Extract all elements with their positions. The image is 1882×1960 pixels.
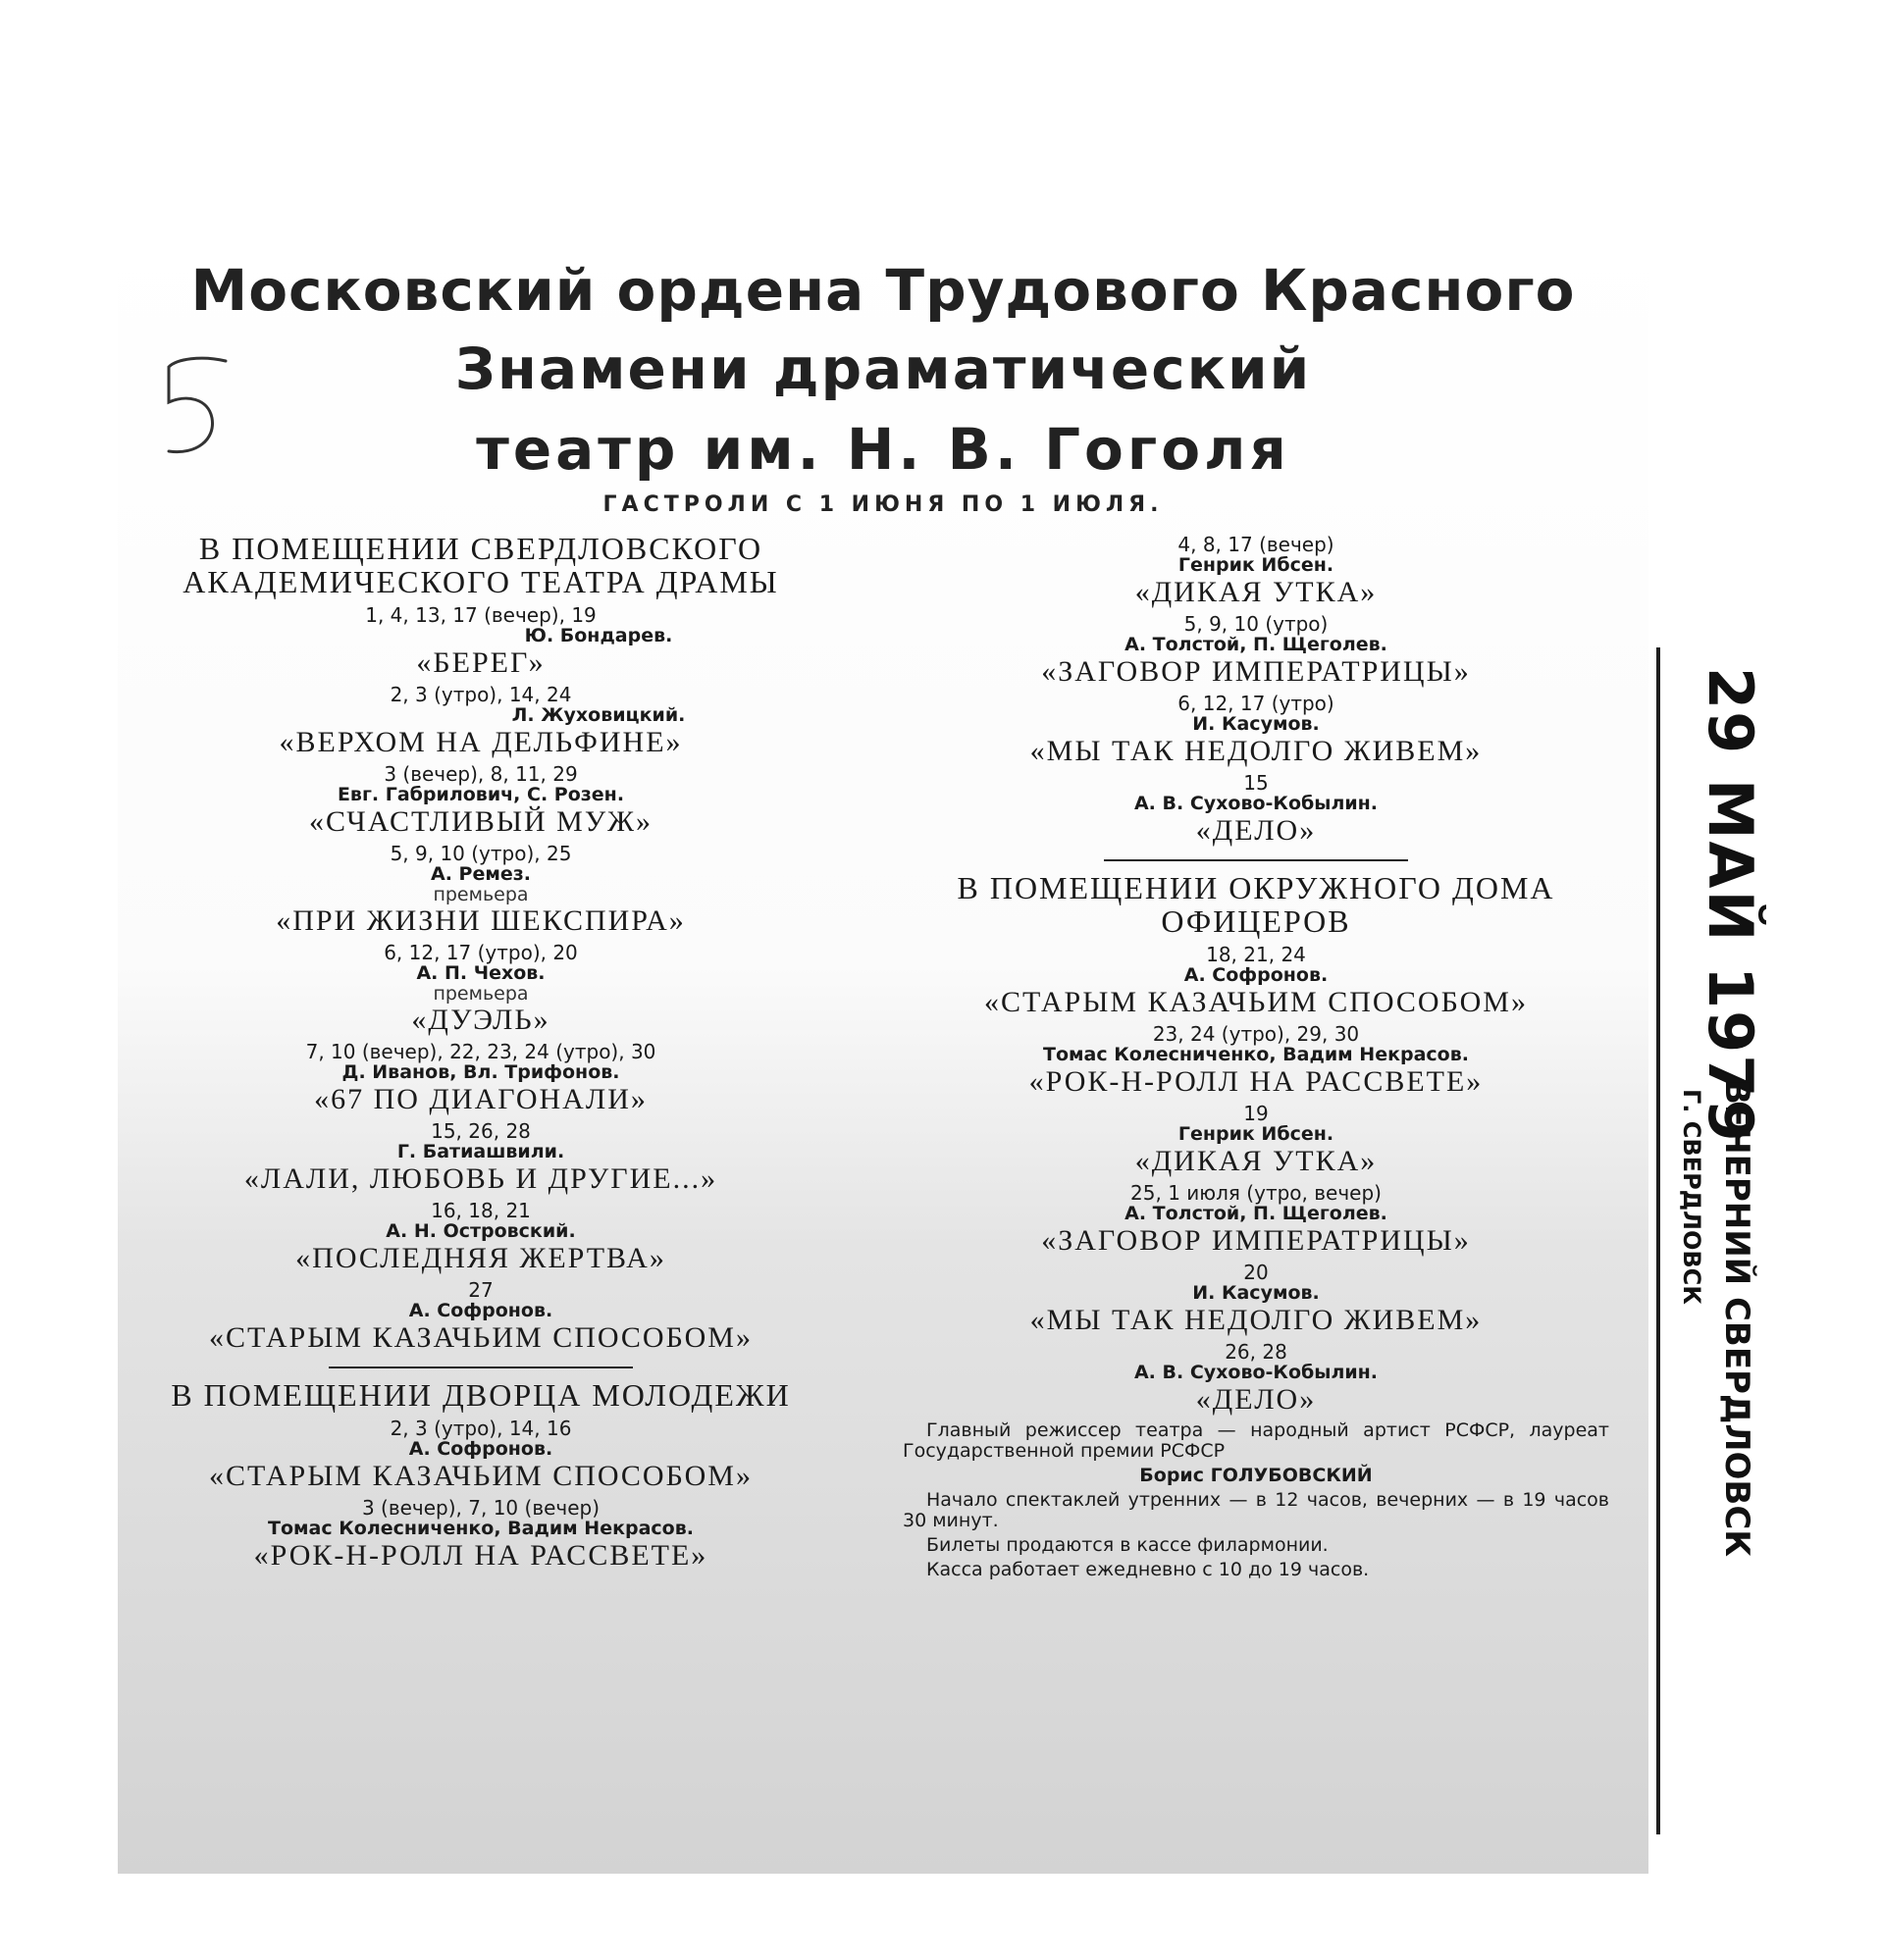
show-dates: 18, 21, 24 — [1206, 943, 1306, 966]
show-dates: 3 (вечер), 7, 10 (вечер) — [361, 1496, 601, 1520]
show-author: А. Н. Островский. — [386, 1220, 576, 1242]
director-name: Борис ГОЛУБОВСКИЙ — [1139, 1465, 1373, 1486]
show-title: «МЫ ТАК НЕДОЛГО ЖИВЕМ» — [1029, 1304, 1483, 1336]
show-author: А. Софронов. — [1183, 964, 1329, 986]
show-author: А. Толстой, П. Щеголев. — [1124, 1203, 1387, 1224]
show-author: А. Софронов. — [408, 1438, 553, 1460]
show-author: Генрик Ибсен. — [1177, 1123, 1334, 1145]
show-title: «ДИКАЯ УТКА» — [1134, 576, 1378, 608]
venue-youth-palace: В ПОМЕЩЕНИИ ДВОРЦА МОЛОДЕЖИ — [171, 1377, 791, 1413]
show-dates: 1, 4, 13, 17 (вечер), 19 — [365, 603, 597, 627]
venue-officers-house: В ПОМЕЩЕНИИ ОКРУЖНОГО ДОМА ОФИЦЕРОВ — [957, 870, 1555, 939]
show-dates: 26, 28 — [1225, 1340, 1287, 1364]
premiere-note: премьера — [433, 884, 529, 905]
show-dates: 16, 18, 21 — [431, 1199, 531, 1222]
section-divider — [1104, 859, 1408, 861]
show-title: «ПРИ ЖИЗНИ ШЕКСПИРА» — [276, 904, 686, 937]
show-author: А. П. Чехов. — [416, 962, 546, 984]
show-dates: 6, 12, 17 (утро) — [1177, 692, 1334, 715]
archive-stamp — [1668, 667, 1855, 1628]
box-office-hours: Касса работает ежедневно с 10 до 19 часов. — [926, 1559, 1370, 1580]
show-title: «ВЕРХОМ НА ДЕЛЬФИНЕ» — [279, 726, 683, 758]
show-dates: 27 — [468, 1278, 494, 1302]
show-dates: 6, 12, 17 (утро), 20 — [384, 941, 578, 964]
show-title: «СТАРЫМ КАЗАЧЬИМ СПОСОБОМ» — [209, 1321, 753, 1354]
show-title: «РОК-Н-РОЛЛ НА РАССВЕТЕ» — [253, 1539, 708, 1572]
show-dates: 15, 26, 28 — [431, 1119, 531, 1143]
clipping-edge-rule — [1656, 647, 1660, 1834]
show-title: «БЕРЕГ» — [416, 646, 546, 679]
show-title: «ЗАГОВОР ИМПЕРАТРИЦЫ» — [1041, 655, 1471, 688]
show-dates: 5, 9, 10 (утро), 25 — [390, 842, 572, 865]
show-dates: 20 — [1243, 1261, 1269, 1284]
show-author: Г. Батиашвили. — [396, 1141, 565, 1162]
show-author: Д. Иванов, Вл. Трифонов. — [341, 1061, 620, 1083]
show-title: «СЧАСТЛИВЫЙ МУЖ» — [309, 805, 653, 838]
show-dates: 15 — [1243, 771, 1269, 795]
show-title: «ЛАЛИ, ЛЮБОВЬ И ДРУГИЕ...» — [243, 1162, 718, 1195]
show-author: И. Касумов. — [1192, 1282, 1320, 1304]
show-author: А. Софронов. — [408, 1300, 553, 1321]
show-dates: 25, 1 июля (утро, вечер) — [1130, 1181, 1382, 1205]
show-dates: 3 (вечер), 8, 11, 29 — [384, 762, 578, 786]
section-divider — [329, 1367, 633, 1368]
show-title: «ПОСЛЕДНЯЯ ЖЕРТВА» — [295, 1242, 666, 1274]
stamp-date: 29 МАЙ 1979 — [1695, 667, 1766, 1144]
show-author: Томас Колесниченко, Вадим Некрасов. — [1043, 1044, 1469, 1065]
theater-title-line-2: Знамени драматический — [454, 335, 1312, 402]
venue-drama-theatre: В ПОМЕЩЕНИИ СВЕРДЛОВСКОГО АКАДЕМИЧЕСКОГО ТЕАТРА ДРАМЫ — [183, 531, 779, 599]
theater-title-line-1: Московский ордена Трудового Красного — [190, 257, 1576, 324]
left-column — [98, 530, 863, 1574]
show-author: А. В. Сухово-Кобылин. — [1133, 1362, 1379, 1383]
practical-info — [883, 1420, 1629, 1580]
show-title: «ДЕЛО» — [1195, 814, 1317, 847]
right-column — [883, 530, 1629, 1584]
show-author: А. Ремез. — [430, 863, 532, 885]
show-title: «РОК-Н-РОЛЛ НА РАССВЕТЕ» — [1028, 1065, 1484, 1098]
stamp-newspaper: ВЕЧЕРНИЙ СВЕРДЛОВСК — [1717, 1079, 1756, 1558]
show-author: А. Толстой, П. Щеголев. — [1124, 634, 1387, 655]
show-author: Л. Жуховицкий. — [511, 704, 686, 726]
director-text: Главный режиссер театра — народный артист РСФСР, лауреат Государственной премии РСФСР — [903, 1419, 1609, 1462]
show-title: «ДИКАЯ УТКА» — [1134, 1145, 1378, 1177]
show-dates: 7, 10 (вечер), 22, 23, 24 (утро), 30 — [305, 1040, 656, 1063]
show-author: Евг. Габрилович, С. Розен. — [337, 784, 625, 805]
premiere-note: премьера — [433, 983, 529, 1005]
show-dates: 2, 3 (утро), 14, 16 — [390, 1417, 572, 1440]
show-author: Ю. Бондарев. — [524, 625, 673, 646]
show-title: «67 ПО ДИАГОНАЛИ» — [314, 1083, 648, 1115]
start-times: Начало спектаклей утренних — в 12 часов, вечерних — в 19 часов 30 минут. — [903, 1489, 1609, 1531]
show-title: «ДУЭЛЬ» — [411, 1004, 550, 1036]
show-title: «ДЕЛО» — [1195, 1383, 1317, 1416]
show-dates: 5, 9, 10 (утро) — [1183, 612, 1329, 636]
theater-title-line-3: театр им. Н. В. Гоголя — [476, 416, 1290, 483]
show-title: «МЫ ТАК НЕДОЛГО ЖИВЕМ» — [1029, 735, 1483, 767]
show-author: Томас Колесниченко, Вадим Некрасов. — [268, 1518, 694, 1539]
show-title: «СТАРЫМ КАЗАЧЬИМ СПОСОБОМ» — [984, 986, 1528, 1018]
show-author: И. Касумов. — [1192, 713, 1320, 735]
stamp-city: Г. СВЕРДЛОВСК — [1678, 1089, 1705, 1305]
show-title: «СТАРЫМ КАЗАЧЬИМ СПОСОБОМ» — [209, 1460, 753, 1492]
ticket-info: Билеты продаются в кассе филармонии. — [926, 1534, 1329, 1556]
show-title: «ЗАГОВОР ИМПЕРАТРИЦЫ» — [1041, 1224, 1471, 1257]
show-dates: 4, 8, 17 (вечер) — [1177, 533, 1334, 556]
show-dates: 2, 3 (утро), 14, 24 — [390, 683, 572, 706]
show-author: А. В. Сухово-Кобылин. — [1133, 793, 1379, 814]
tour-dates: ГАСТРОЛИ С 1 ИЮНЯ ПО 1 ИЮЛЯ. — [602, 492, 1164, 517]
show-dates: 19 — [1243, 1102, 1269, 1125]
show-dates: 23, 24 (утро), 29, 30 — [1152, 1022, 1360, 1046]
show-author: Генрик Ибсен. — [1177, 554, 1334, 576]
